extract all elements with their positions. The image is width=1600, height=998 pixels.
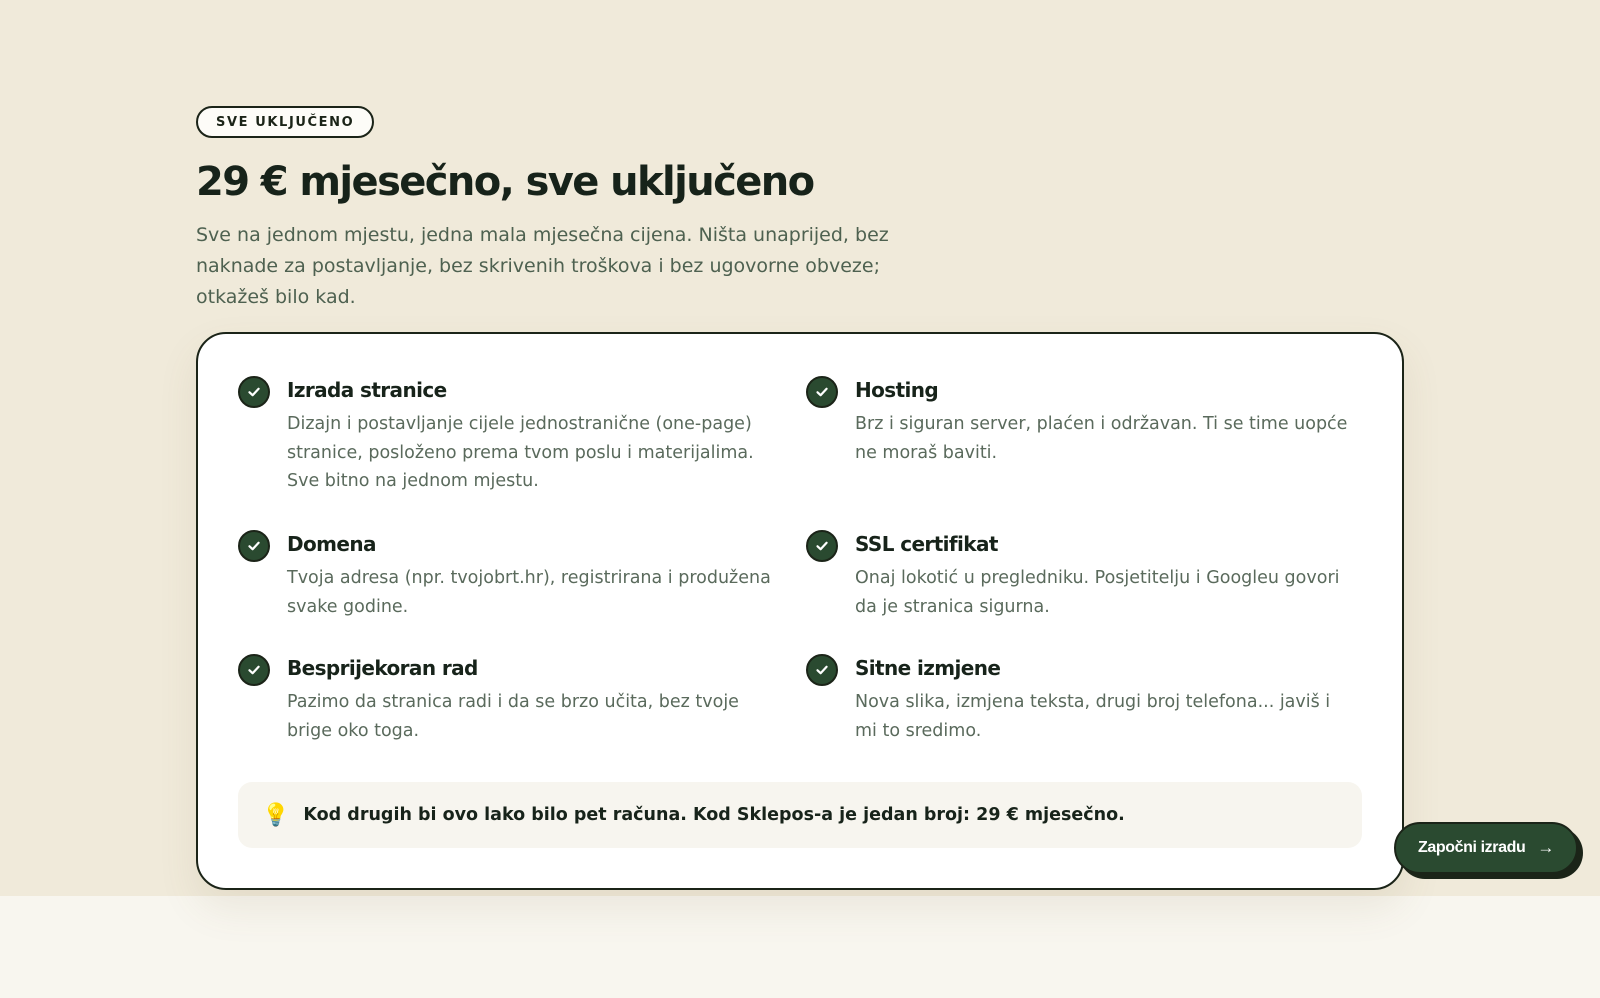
feature-description: Tvoja adresa (npr. tvojobrt.hr), registrirana i produžena svake godine. bbox=[287, 568, 771, 617]
feature-description: Pazimo da stranica radi i da se brzo učita, bez tvoje brige oko toga. bbox=[287, 692, 739, 741]
page-footer-band bbox=[0, 896, 1600, 998]
pricing-section-header bbox=[196, 106, 1404, 313]
feature-title: Sitne izmjene bbox=[855, 656, 1001, 680]
check-icon bbox=[238, 530, 270, 562]
arrow-right-icon: → bbox=[1537, 838, 1554, 857]
feature-title: Domena bbox=[287, 532, 376, 556]
feature-description: Brz i siguran server, plaćen i održavan. Ti se time uopće ne moraš baviti. bbox=[855, 414, 1348, 463]
lightbulb-icon: 💡 bbox=[262, 802, 290, 828]
pricing-note-text: Kod drugih bi ovo lako bilo pet računa. Kod Sklepos-a je jedan broj: 29 € mjesečno. bbox=[303, 805, 1125, 825]
check-icon bbox=[238, 654, 270, 686]
feature-title: Hosting bbox=[855, 378, 939, 402]
feature-description: Dizajn i postavljanje cijele jednostranične (one-page) stranice, posloženo prema tvom poslu i materijalima. Sve bitno na jednom mjestu. bbox=[287, 414, 754, 491]
pricing-card bbox=[196, 332, 1404, 890]
feature-description: Onaj lokotić u pregledniku. Posjetitelju i Googleu govori da je stranica sigurna. bbox=[855, 568, 1340, 617]
feature-title: SSL certifikat bbox=[855, 532, 998, 556]
section-eyebrow-badge: SVE UKLJUČENO bbox=[196, 106, 374, 138]
feature-title: Besprijekoran rad bbox=[287, 656, 478, 680]
start-build-button[interactable] bbox=[1394, 822, 1578, 874]
check-icon bbox=[806, 654, 838, 686]
check-icon bbox=[238, 376, 270, 408]
feature-title: Izrada stranice bbox=[287, 378, 447, 402]
check-icon bbox=[806, 376, 838, 408]
feature-description: Nova slika, izmjena teksta, drugi broj telefona... javiš i mi to sredimo. bbox=[855, 692, 1331, 741]
section-subtitle: Sve na jednom mjestu, jedna mala mjesečna cijena. Ništa unaprijed, bez naknade za postavljanje, bez skrivenih troškova i bez ugovorne obveze; otkažeš bilo kad. bbox=[196, 224, 889, 308]
pricing-note bbox=[238, 782, 1362, 848]
check-icon bbox=[806, 530, 838, 562]
start-build-button-label: Započni izradu bbox=[1418, 839, 1526, 856]
page-title: 29 € mjesečno, sve uključeno bbox=[196, 159, 814, 205]
